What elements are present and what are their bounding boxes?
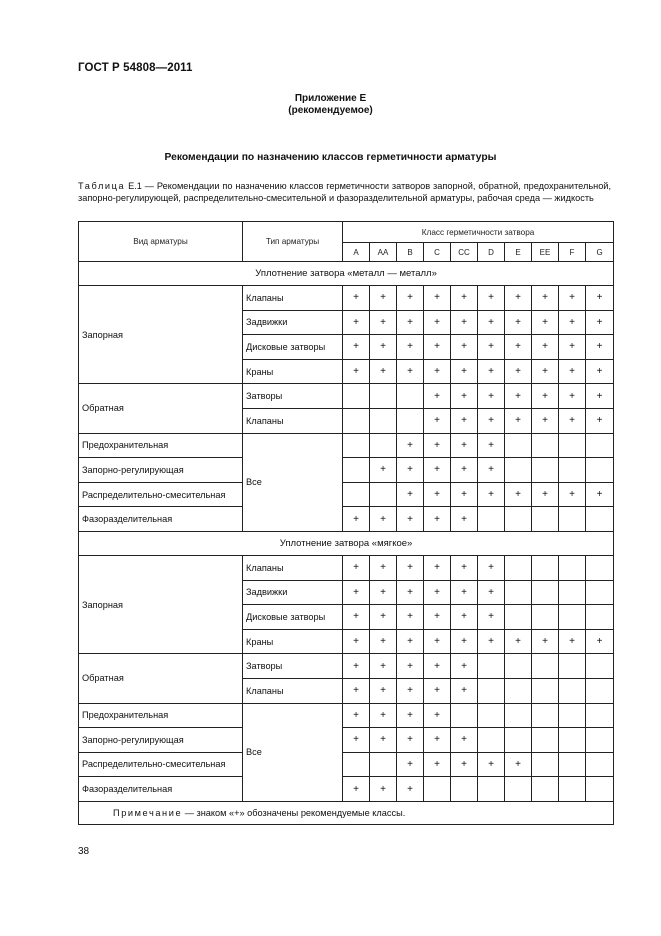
cell-class-mark: +: [424, 654, 451, 679]
cell-class-mark: +: [532, 310, 559, 335]
cell-class-mark: +: [532, 384, 559, 409]
cell-class-mark: [532, 777, 559, 802]
cell-class-mark: [505, 555, 532, 580]
cell-class-mark: +: [586, 359, 614, 384]
cell-class-mark: +: [451, 458, 478, 483]
cell-class-mark: +: [424, 678, 451, 703]
cell-class-mark: [559, 703, 586, 728]
table-row: [79, 482, 614, 507]
cell-class-mark: +: [424, 310, 451, 335]
cell-class-mark: +: [370, 728, 397, 753]
cell-class-mark: +: [451, 555, 478, 580]
cell-class-mark: +: [424, 286, 451, 311]
cell-class-mark: +: [478, 555, 505, 580]
cell-valve-kind: Фазоразделительная: [79, 777, 243, 802]
cell-class-mark: [397, 408, 424, 433]
cell-class-mark: [586, 580, 614, 605]
cell-class-mark: [532, 507, 559, 532]
cell-class-mark: +: [397, 629, 424, 654]
caption-text: — Рекомендации по назначению классов герметичности затворов запорной, обратной, предохранительной, запорно-регулирующей, распределительно-смесительной и фазоразделительной арматуры, рабочая среда — жидкость: [78, 181, 611, 203]
cell-class-mark: +: [424, 728, 451, 753]
cell-class-mark: [424, 777, 451, 802]
cell-class-mark: +: [343, 359, 370, 384]
page-number: 38: [78, 846, 90, 857]
cell-valve-type: Клапаны: [243, 678, 343, 703]
table-row: [79, 703, 614, 728]
cell-class-mark: +: [451, 482, 478, 507]
cell-class-mark: +: [397, 605, 424, 630]
cell-class-mark: [586, 605, 614, 630]
cell-class-mark: [505, 580, 532, 605]
cell-class-mark: +: [424, 359, 451, 384]
cell-class-mark: [505, 458, 532, 483]
cell-class-mark: +: [478, 433, 505, 458]
cell-class-mark: +: [397, 507, 424, 532]
cell-class-mark: [478, 654, 505, 679]
cell-class-mark: [505, 678, 532, 703]
cell-valve-kind: Запорная: [79, 555, 243, 653]
header-kind: Вид арматуры: [79, 222, 243, 262]
cell-class-mark: +: [586, 310, 614, 335]
cell-class-mark: +: [397, 286, 424, 311]
cell-class-mark: +: [559, 286, 586, 311]
cell-class-mark: [478, 703, 505, 728]
cell-class-mark: [559, 777, 586, 802]
cell-class-mark: +: [343, 286, 370, 311]
cell-valve-type: Задвижки: [243, 310, 343, 335]
caption-number: Е.1: [128, 181, 142, 191]
cell-class-mark: +: [370, 310, 397, 335]
cell-class-mark: +: [370, 777, 397, 802]
note-text: — знаком «+» обозначены рекомендуемые классы.: [182, 807, 406, 818]
cell-class-mark: +: [451, 286, 478, 311]
cell-class-mark: [505, 654, 532, 679]
cell-class-mark: +: [586, 384, 614, 409]
cell-class-mark: +: [532, 359, 559, 384]
cell-class-mark: +: [586, 629, 614, 654]
cell-class-mark: +: [532, 482, 559, 507]
cell-class-mark: +: [451, 605, 478, 630]
cell-class-mark: [451, 703, 478, 728]
cell-class-mark: +: [424, 507, 451, 532]
cell-class-mark: +: [424, 384, 451, 409]
cell-class-mark: +: [505, 752, 532, 777]
cell-class-mark: +: [505, 310, 532, 335]
cell-valve-kind: Запорная: [79, 286, 243, 384]
cell-class-mark: +: [478, 310, 505, 335]
section-heading: Уплотнение затвора «металл — металл»: [79, 262, 614, 286]
header-class-letter: E: [505, 243, 532, 262]
cell-class-mark: +: [559, 408, 586, 433]
cell-class-mark: [586, 458, 614, 483]
cell-class-mark: +: [559, 629, 586, 654]
sealing-class-table: [78, 221, 614, 825]
cell-valve-kind: Распределительно-смесительная: [79, 752, 243, 777]
cell-class-mark: +: [370, 335, 397, 360]
cell-class-mark: +: [370, 629, 397, 654]
cell-class-mark: [559, 458, 586, 483]
cell-class-mark: +: [505, 629, 532, 654]
cell-class-mark: +: [343, 605, 370, 630]
cell-class-mark: [559, 433, 586, 458]
cell-class-mark: +: [586, 286, 614, 311]
cell-class-mark: +: [343, 703, 370, 728]
cell-class-mark: +: [505, 482, 532, 507]
cell-class-mark: [532, 654, 559, 679]
section-title: Рекомендации по назначению классов герметичности арматуры: [164, 152, 497, 163]
cell-class-mark: +: [586, 335, 614, 360]
table-caption: [78, 180, 611, 204]
cell-class-mark: +: [424, 335, 451, 360]
cell-class-mark: +: [397, 752, 424, 777]
cell-class-mark: [505, 605, 532, 630]
cell-class-mark: [397, 384, 424, 409]
cell-class-mark: [505, 507, 532, 532]
cell-class-mark: +: [343, 335, 370, 360]
header-class-letter: A: [343, 243, 370, 262]
cell-valve-kind: Фазоразделительная: [79, 507, 243, 532]
cell-class-mark: [343, 752, 370, 777]
cell-class-mark: +: [370, 507, 397, 532]
cell-class-mark: +: [370, 678, 397, 703]
cell-class-mark: [586, 728, 614, 753]
cell-class-mark: [505, 728, 532, 753]
cell-class-mark: [532, 555, 559, 580]
cell-valve-type: Клапаны: [243, 286, 343, 311]
section-row: [79, 262, 614, 286]
cell-class-mark: [586, 678, 614, 703]
cell-class-mark: +: [397, 359, 424, 384]
section-heading: Уплотнение затвора «мягкое»: [79, 531, 614, 555]
cell-class-mark: +: [343, 654, 370, 679]
cell-class-mark: +: [586, 482, 614, 507]
cell-class-mark: +: [505, 286, 532, 311]
cell-class-mark: +: [370, 458, 397, 483]
cell-valve-type: Клапаны: [243, 408, 343, 433]
cell-class-mark: +: [343, 728, 370, 753]
cell-class-mark: +: [478, 458, 505, 483]
cell-valve-kind: Обратная: [79, 654, 243, 703]
cell-class-mark: +: [451, 408, 478, 433]
cell-class-mark: +: [424, 605, 451, 630]
cell-class-mark: +: [397, 335, 424, 360]
cell-class-mark: [370, 384, 397, 409]
cell-class-mark: +: [532, 408, 559, 433]
cell-class-mark: +: [559, 384, 586, 409]
cell-class-mark: +: [370, 580, 397, 605]
cell-class-mark: [532, 752, 559, 777]
cell-class-mark: +: [451, 310, 478, 335]
cell-class-mark: +: [478, 580, 505, 605]
cell-class-mark: [505, 703, 532, 728]
cell-class-mark: +: [532, 629, 559, 654]
cell-valve-kind: Запорно-регулирующая: [79, 728, 243, 753]
header-class-letter: AA: [370, 243, 397, 262]
cell-class-mark: [532, 580, 559, 605]
table-row: [79, 555, 614, 580]
document-standard-header: ГОСТ Р 54808—2011: [78, 62, 193, 74]
cell-class-mark: [586, 752, 614, 777]
cell-class-mark: [532, 728, 559, 753]
cell-class-mark: +: [397, 555, 424, 580]
section-row: [79, 531, 614, 555]
header-class-letter: G: [586, 243, 614, 262]
table-row: [79, 728, 614, 753]
cell-class-mark: +: [424, 629, 451, 654]
cell-valve-kind: Распределительно-смесительная: [79, 482, 243, 507]
cell-valve-type: Затворы: [243, 654, 343, 679]
cell-class-mark: +: [424, 408, 451, 433]
cell-class-mark: +: [370, 359, 397, 384]
table-row: [79, 384, 614, 409]
cell-valve-type: Задвижки: [243, 580, 343, 605]
cell-class-mark: +: [478, 359, 505, 384]
cell-class-mark: [559, 678, 586, 703]
cell-class-mark: +: [397, 777, 424, 802]
table-note: [79, 801, 614, 824]
header-class-letter: B: [397, 243, 424, 262]
cell-class-mark: +: [451, 359, 478, 384]
cell-valve-type: Дисковые затворы: [243, 335, 343, 360]
cell-class-mark: +: [478, 408, 505, 433]
cell-valve-type: Краны: [243, 359, 343, 384]
cell-class-mark: +: [451, 629, 478, 654]
table-header-row: [79, 222, 614, 243]
cell-class-mark: +: [370, 703, 397, 728]
cell-class-mark: +: [478, 335, 505, 360]
cell-class-mark: [559, 728, 586, 753]
table-row: [79, 654, 614, 679]
cell-class-mark: +: [424, 703, 451, 728]
cell-class-mark: +: [451, 335, 478, 360]
cell-class-mark: [586, 433, 614, 458]
cell-class-mark: [532, 605, 559, 630]
cell-class-mark: [478, 777, 505, 802]
cell-class-mark: [343, 458, 370, 483]
cell-class-mark: +: [424, 433, 451, 458]
cell-class-mark: [451, 777, 478, 802]
cell-class-mark: +: [532, 335, 559, 360]
cell-class-mark: +: [451, 507, 478, 532]
cell-class-mark: +: [343, 629, 370, 654]
cell-class-mark: +: [343, 580, 370, 605]
cell-valve-type: Клапаны: [243, 555, 343, 580]
cell-class-mark: [586, 555, 614, 580]
header-class-letter: CC: [451, 243, 478, 262]
table-note-row: [79, 801, 614, 824]
cell-class-mark: +: [424, 482, 451, 507]
cell-class-mark: [370, 752, 397, 777]
cell-valve-kind: Предохранительная: [79, 703, 243, 728]
cell-class-mark: +: [451, 384, 478, 409]
header-class-letter: F: [559, 243, 586, 262]
cell-class-mark: +: [343, 310, 370, 335]
cell-class-mark: [478, 507, 505, 532]
table-row: [79, 777, 614, 802]
caption-label: Таблица: [78, 181, 126, 191]
cell-class-mark: +: [532, 286, 559, 311]
cell-class-mark: +: [397, 433, 424, 458]
cell-class-mark: +: [505, 384, 532, 409]
cell-class-mark: [343, 482, 370, 507]
header-class-letter: D: [478, 243, 505, 262]
cell-class-mark: +: [478, 482, 505, 507]
cell-class-mark: +: [397, 580, 424, 605]
cell-class-mark: +: [586, 408, 614, 433]
cell-class-mark: +: [370, 286, 397, 311]
cell-class-mark: +: [343, 507, 370, 532]
cell-class-mark: [532, 703, 559, 728]
cell-class-mark: +: [451, 678, 478, 703]
table-row: [79, 507, 614, 532]
cell-class-mark: [505, 433, 532, 458]
cell-class-mark: +: [451, 580, 478, 605]
cell-class-mark: +: [397, 654, 424, 679]
table-row: [79, 286, 614, 311]
appendix-heading: [0, 93, 661, 117]
header-class-letter: C: [424, 243, 451, 262]
cell-valve-type-all: Все: [243, 703, 343, 801]
cell-class-mark: +: [370, 555, 397, 580]
table-row: [79, 458, 614, 483]
header-class-group: Класс герметичности затвора: [343, 222, 614, 243]
cell-valve-type: Краны: [243, 629, 343, 654]
cell-valve-type-all: Все: [243, 433, 343, 531]
cell-class-mark: +: [505, 335, 532, 360]
cell-class-mark: +: [397, 458, 424, 483]
cell-class-mark: +: [397, 310, 424, 335]
cell-class-mark: [478, 728, 505, 753]
cell-class-mark: [559, 752, 586, 777]
cell-valve-kind: Предохранительная: [79, 433, 243, 458]
cell-class-mark: +: [424, 458, 451, 483]
cell-class-mark: +: [478, 286, 505, 311]
cell-class-mark: +: [424, 555, 451, 580]
cell-class-mark: +: [343, 777, 370, 802]
cell-class-mark: +: [370, 605, 397, 630]
cell-class-mark: [370, 482, 397, 507]
cell-class-mark: [559, 507, 586, 532]
cell-class-mark: [370, 408, 397, 433]
cell-class-mark: [343, 384, 370, 409]
cell-class-mark: +: [397, 703, 424, 728]
cell-class-mark: +: [559, 359, 586, 384]
cell-class-mark: [586, 703, 614, 728]
cell-valve-kind: Обратная: [79, 384, 243, 433]
cell-valve-type: Затворы: [243, 384, 343, 409]
cell-class-mark: +: [424, 580, 451, 605]
cell-class-mark: [559, 555, 586, 580]
cell-class-mark: +: [424, 752, 451, 777]
cell-class-mark: [478, 678, 505, 703]
cell-class-mark: +: [505, 359, 532, 384]
table-row: [79, 752, 614, 777]
table-row: [79, 433, 614, 458]
cell-class-mark: +: [478, 629, 505, 654]
cell-class-mark: +: [451, 433, 478, 458]
cell-class-mark: +: [370, 654, 397, 679]
cell-class-mark: [343, 433, 370, 458]
cell-class-mark: +: [478, 384, 505, 409]
cell-class-mark: [343, 408, 370, 433]
header-type: Тип арматуры: [243, 222, 343, 262]
cell-class-mark: [532, 678, 559, 703]
cell-class-mark: +: [559, 335, 586, 360]
cell-class-mark: +: [451, 728, 478, 753]
cell-class-mark: [505, 777, 532, 802]
cell-class-mark: [586, 507, 614, 532]
cell-class-mark: [559, 654, 586, 679]
cell-valve-kind: Запорно-регулирующая: [79, 458, 243, 483]
cell-class-mark: +: [559, 310, 586, 335]
note-label: Примечание: [113, 807, 183, 818]
cell-class-mark: +: [451, 654, 478, 679]
cell-class-mark: [559, 580, 586, 605]
cell-class-mark: [586, 654, 614, 679]
cell-class-mark: [586, 777, 614, 802]
cell-class-mark: +: [505, 408, 532, 433]
cell-class-mark: +: [559, 482, 586, 507]
cell-class-mark: [532, 458, 559, 483]
header-class-letter: EE: [532, 243, 559, 262]
cell-class-mark: +: [451, 752, 478, 777]
appendix-subtitle: (рекомендуемое): [288, 105, 373, 116]
cell-class-mark: +: [397, 728, 424, 753]
cell-class-mark: +: [478, 605, 505, 630]
appendix-title: Приложение Е: [294, 93, 367, 104]
cell-class-mark: [532, 433, 559, 458]
cell-class-mark: [370, 433, 397, 458]
cell-class-mark: +: [478, 752, 505, 777]
cell-class-mark: [559, 605, 586, 630]
cell-class-mark: +: [397, 678, 424, 703]
cell-valve-type: Дисковые затворы: [243, 605, 343, 630]
cell-class-mark: +: [343, 555, 370, 580]
cell-class-mark: +: [397, 482, 424, 507]
cell-class-mark: +: [343, 678, 370, 703]
